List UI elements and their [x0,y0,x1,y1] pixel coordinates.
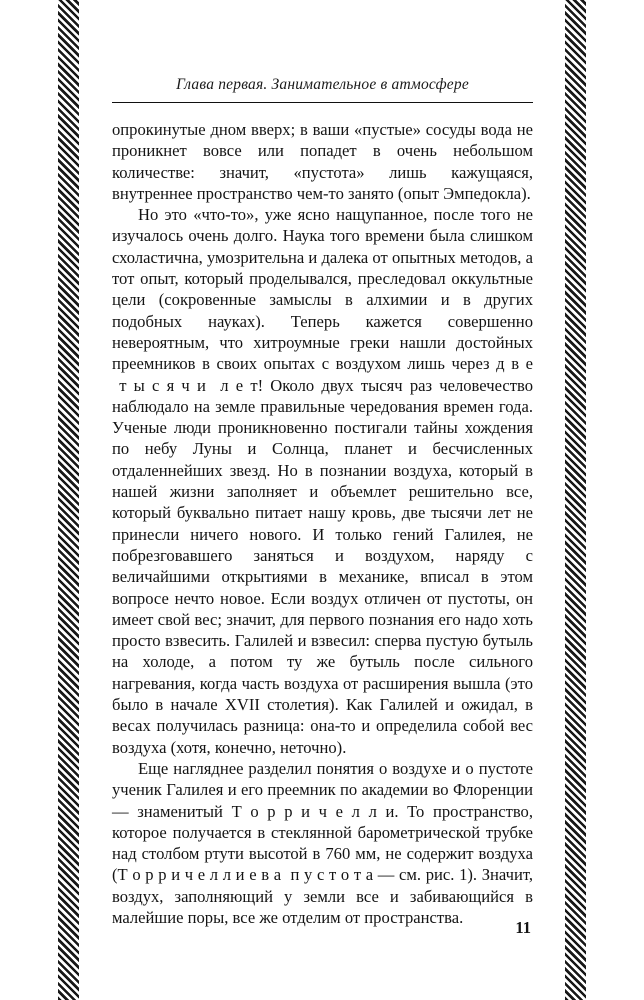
paragraph: Но это «что-то», уже ясно нащупанное, после того не изучалось очень долго. Наука того времени была слишком схоластична, умозрительна и далека от опытных методов, а тот опыт, который проделывался, преследовал оккультные цели (сокровенные замыслы в алхимии и в других подобных науках). Теперь кажется совершенно невероятным, что хитроумные греки нашли достойных преемников в своих опытах с воздухом лишь через д в е т ы с я ч и л е т! Около двух тысяч раз человечество наблюдало на земле правильные чередования времен года. Ученые люди проникновенно постигали тайны хождения по небу Луны и Солнца, планет и бесчисленных отдаленнейших звезд. Но в познании воздуха, который в нашей жизни заполняет и объемлет решительно все, который буквально питает нашу кровь, две тысячи лет не принесли ничего нового. И только гений Галилея, не побрезговавшего заняться и воздухом, наряду с величайшими открытиями в механике, вписал в этом вопросе нечто новое. Если воздух отличен от пустоты, он имеет свой вес; значит, для первого познания его надо хоть просто взвесить. Галилей и взвесил: сперва пустую бутыль на холоде, а потом ту же бутыль после сильного нагревания, когда часть воздуха от расширения вышла (это было в начале XVII столетия). Как Галилей и ожидал, в весах получилась разница: она-то и определила собой вес воздуха (хотя, конечно, неточно). [112,205,533,757]
page-number: 11 [515,918,531,937]
decorative-hatch-border-right [565,0,586,1000]
paragraph: Еще нагляднее разделил понятия о воздухе и о пустоте ученик Галилея и его преемник по академии во Флоренции — знаменитый Т о р р и ч е л л и. То пространство, которое получается в стеклянной барометрической трубке над столбом ртути высотой в 760 мм, не содержит воздуха (Т о р р и ч е л л и е в а п у с т о т а — см. рис. 1). Значит, воздух, заполняющий у земли все и забивающийся в малейшие поры, все же отделим от пространства. [112,758,533,927]
header-rule [112,102,533,103]
paragraph: опрокинутые дном вверх; в ваши «пустые» сосуды вода не проникнет вовсе или попадет в очень небольшом количестве: значит, «пустота» лишь кажущаяся, внутреннее пространство чем-то занято (опыт Эмпедокла). [112,120,533,203]
page-content [112,0,533,1000]
chapter-running-header: Глава первая. Занимательное в атмосфере [176,76,469,93]
decorative-hatch-border-left [58,0,79,1000]
body-text [112,119,533,928]
